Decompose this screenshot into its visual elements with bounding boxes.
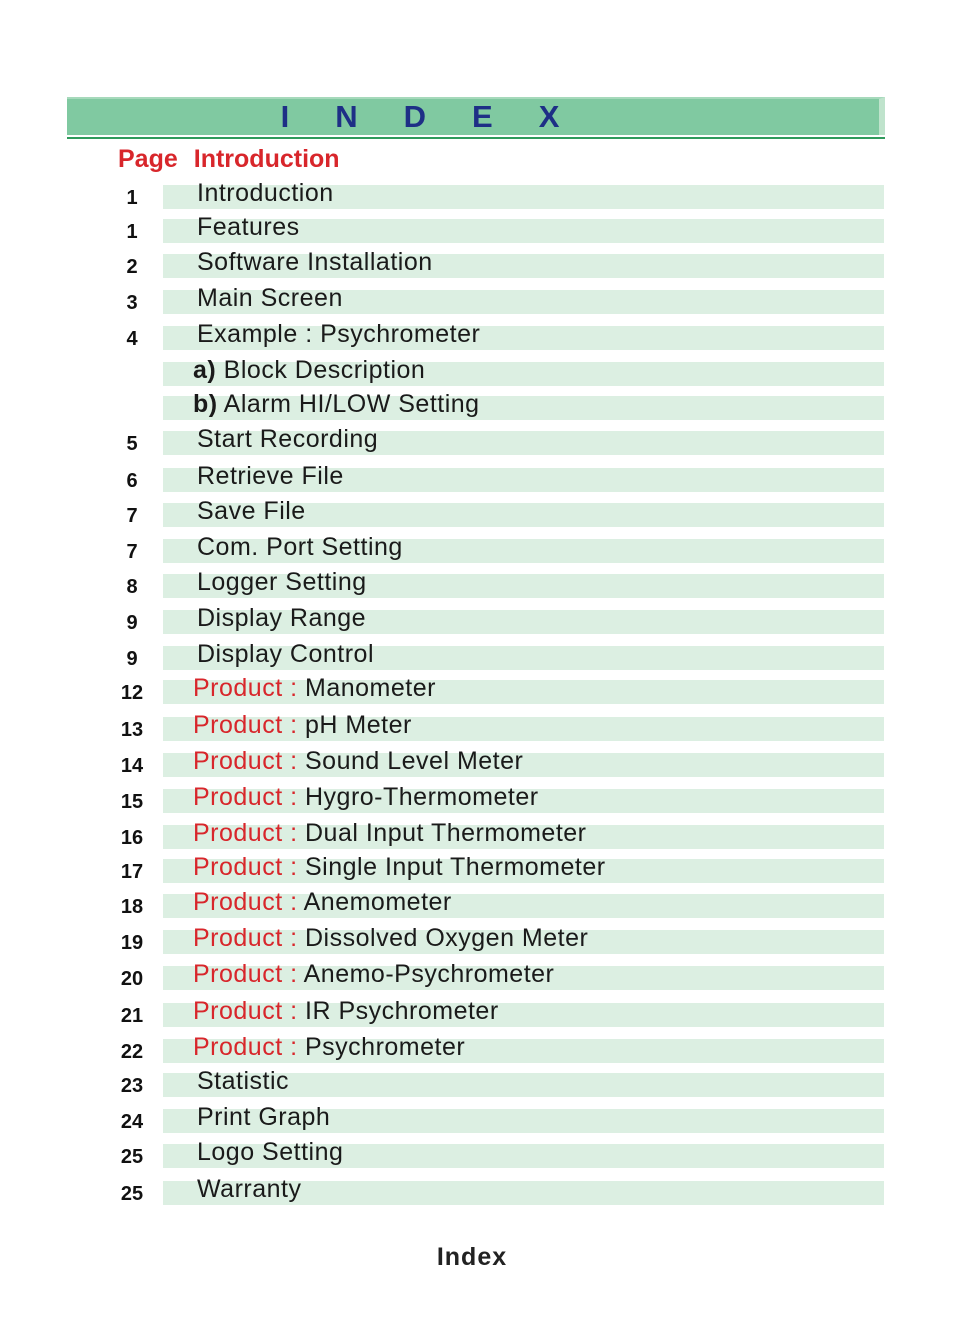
list-item — [0, 390, 954, 420]
entry-prefix: Product : — [193, 960, 304, 988]
entry-page-number: 6 — [126, 470, 138, 492]
entry-page-number: 3 — [126, 292, 138, 314]
list-item — [0, 853, 954, 883]
entry-text: Introduction — [197, 179, 334, 207]
entry-text: Manometer — [305, 674, 436, 702]
entry-label — [197, 604, 366, 633]
list-item — [0, 213, 954, 243]
entry-label — [197, 533, 403, 562]
entry-label — [197, 497, 306, 526]
entry-subletter: b) — [193, 390, 218, 418]
entry-label — [193, 747, 523, 776]
entry-label — [197, 1175, 301, 1204]
entry-page-number: 13 — [120, 719, 144, 741]
list-item — [0, 783, 954, 813]
entry-text: Dissolved Oxygen Meter — [305, 924, 589, 952]
entry-page-number: 14 — [120, 755, 144, 777]
entry-page-number: 18 — [120, 896, 144, 918]
entry-label — [193, 674, 436, 703]
entry-label — [193, 1033, 465, 1062]
entry-page-number: 1 — [126, 221, 138, 243]
entry-page-number: 24 — [120, 1111, 144, 1133]
entry-text: Display Control — [197, 640, 375, 668]
entry-prefix: Product : — [193, 924, 305, 952]
list-item — [0, 356, 954, 386]
list-item — [0, 1138, 954, 1168]
entry-text: Software Installation — [197, 248, 433, 276]
entry-text: Save File — [197, 497, 306, 525]
entry-page-number: 16 — [120, 827, 144, 849]
entry-text: Psychrometer — [305, 1033, 466, 1061]
entry-label — [193, 997, 499, 1026]
entry-prefix: Product : — [193, 1033, 305, 1061]
list-item — [0, 819, 954, 849]
entry-label — [193, 819, 587, 848]
section-heading: Introduction — [193, 145, 340, 173]
entry-page-number: 1 — [126, 187, 138, 209]
index-title: INDEX — [280, 99, 606, 134]
entry-text: IR Psychrometer — [305, 997, 499, 1025]
list-item — [0, 462, 954, 492]
entry-page-number: 8 — [126, 576, 138, 598]
list-item — [0, 604, 954, 634]
entry-label — [193, 960, 554, 989]
list-item — [0, 924, 954, 954]
entry-prefix: Product : — [193, 997, 305, 1025]
entry-prefix: Product : — [193, 674, 305, 702]
list-item — [0, 568, 954, 598]
entry-page-number: 19 — [120, 932, 144, 954]
list-item — [0, 1067, 954, 1097]
entry-page-number: 25 — [120, 1146, 144, 1168]
entry-page-number: 12 — [120, 682, 144, 704]
entry-text: Hygro-Thermometer — [305, 783, 539, 811]
entry-subletter: a) — [193, 356, 217, 384]
entry-page-number: 5 — [126, 433, 138, 455]
entry-page-number: 7 — [126, 541, 138, 563]
entry-label — [197, 248, 433, 277]
entry-page-number: 2 — [126, 256, 138, 278]
entry-page-number: 15 — [120, 791, 144, 813]
list-item — [0, 284, 954, 314]
entry-label — [193, 853, 606, 882]
entry-prefix: Product : — [193, 853, 305, 881]
entry-label — [193, 356, 425, 385]
entry-label — [197, 179, 334, 208]
entry-label — [193, 711, 412, 740]
entry-text: Logger Setting — [197, 568, 367, 596]
entry-label — [193, 390, 480, 419]
entry-text: Anemo-Psychrometer — [303, 960, 555, 988]
entry-prefix: Product : — [193, 783, 305, 811]
entry-page-number: 20 — [120, 968, 144, 990]
entry-prefix: Product : — [193, 819, 305, 847]
entry-page-number: 9 — [126, 648, 138, 670]
entry-page-number: 22 — [120, 1041, 144, 1063]
entry-label — [197, 320, 480, 349]
entry-text: Dual Input Thermometer — [305, 819, 587, 847]
entry-label — [197, 1067, 289, 1096]
list-item — [0, 425, 954, 455]
entry-page-number: 17 — [120, 861, 144, 883]
list-item — [0, 674, 954, 704]
entry-text: Alarm HI/LOW Setting — [217, 390, 480, 418]
list-item — [0, 888, 954, 918]
entry-page-number: 21 — [120, 1005, 144, 1027]
list-item — [0, 497, 954, 527]
list-item — [0, 533, 954, 563]
banner-underline — [67, 137, 885, 139]
list-item — [0, 248, 954, 278]
entry-text: Main Screen — [197, 284, 343, 312]
list-item — [0, 960, 954, 990]
entry-label — [197, 213, 300, 242]
entry-prefix: Product : — [193, 711, 305, 739]
list-item — [0, 320, 954, 350]
entry-page-number: 23 — [120, 1075, 144, 1097]
entry-text: Example : Psychrometer — [197, 320, 481, 348]
entry-prefix: Product : — [193, 888, 304, 916]
entry-label — [193, 924, 588, 953]
entry-page-number: 25 — [120, 1183, 144, 1205]
entry-text: Display Range — [197, 604, 367, 632]
entry-text: Warranty — [197, 1175, 302, 1203]
entry-label — [193, 888, 452, 917]
entry-text: Single Input Thermometer — [305, 853, 606, 881]
entry-text: Com. Port Setting — [197, 533, 403, 561]
entry-text: Print Graph — [197, 1103, 331, 1131]
entry-text: Sound Level Meter — [305, 747, 524, 775]
list-item — [0, 640, 954, 670]
entry-page-number: 9 — [126, 612, 138, 634]
entry-label — [197, 1103, 330, 1132]
entry-text: Retrieve File — [197, 462, 344, 490]
list-item — [0, 179, 954, 209]
entry-text: Start Recording — [197, 425, 379, 453]
entry-text: Features — [197, 213, 300, 241]
entry-prefix: Product : — [193, 747, 305, 775]
entry-text: Block Description — [216, 356, 426, 384]
entry-text: Logo Setting — [197, 1138, 344, 1166]
index-banner — [67, 97, 885, 135]
list-item — [0, 747, 954, 777]
list-item — [0, 1033, 954, 1063]
list-item — [0, 711, 954, 741]
page-footer: Index — [436, 1243, 508, 1271]
entry-page-number: 4 — [126, 328, 138, 350]
list-item — [0, 1103, 954, 1133]
entry-label — [197, 568, 367, 597]
entry-label — [197, 462, 344, 491]
entry-text: Anemometer — [303, 888, 452, 916]
list-item — [0, 997, 954, 1027]
entry-page-number: 7 — [126, 505, 138, 527]
entry-label — [197, 425, 378, 454]
entry-text: pH Meter — [305, 711, 412, 739]
entry-label — [197, 1138, 343, 1167]
list-item — [0, 1175, 954, 1205]
column-headings — [118, 145, 340, 174]
entry-label — [193, 783, 539, 812]
page-heading: Page — [118, 145, 178, 173]
entry-label — [197, 640, 374, 669]
entry-label — [197, 284, 343, 313]
entry-text: Statistic — [197, 1067, 290, 1095]
